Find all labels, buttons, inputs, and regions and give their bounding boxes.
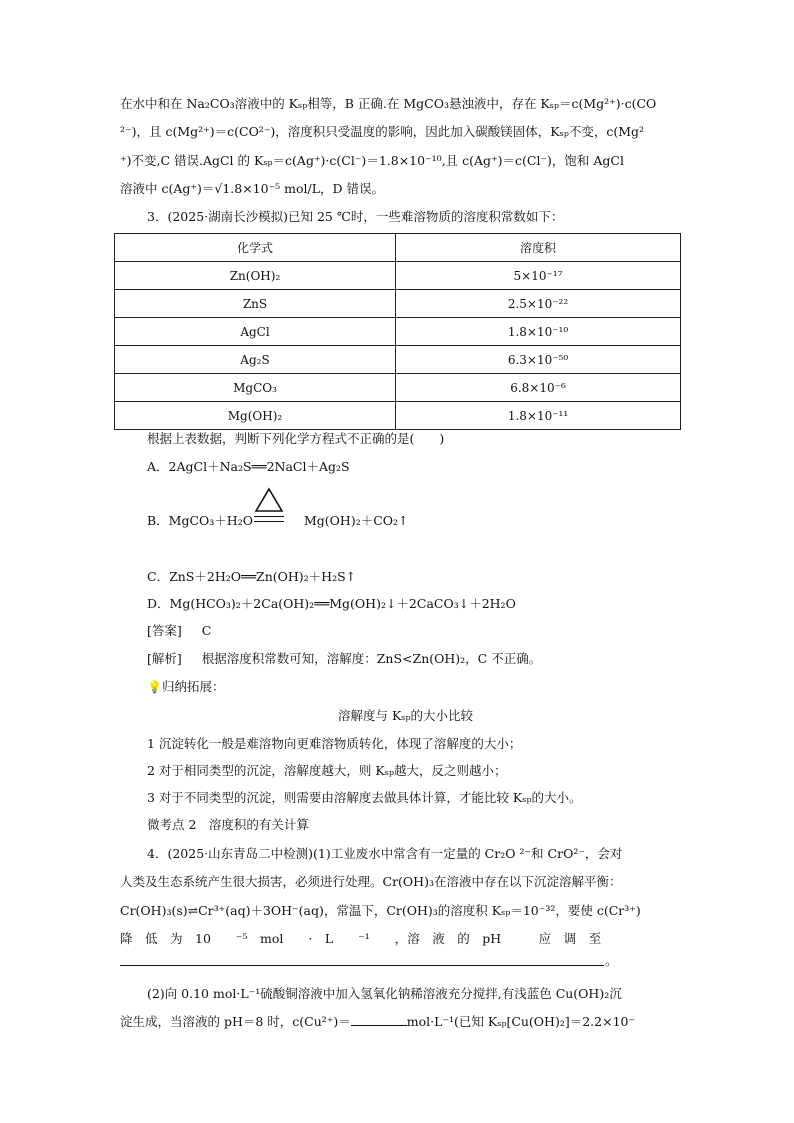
table-cell-ksp: 1.8×10⁻¹¹ (396, 402, 681, 430)
answer-row (147, 622, 211, 640)
answer-value: C (201, 623, 212, 638)
option-d: D．Mg(HCO₃)₂＋2Ca(OH)₂══Mg(OH)₂↓＋2CaCO₃↓＋2H₂O (147, 596, 516, 611)
question-3-prompt: 根据上表数据，判断下列化学方程式不正确的是( ) (147, 431, 445, 446)
table-row (115, 346, 681, 374)
table-row (115, 262, 681, 290)
table-cell-ksp: 6.8×10⁻⁶ (396, 374, 681, 402)
table-cell-formula: ZnS (115, 290, 396, 318)
explanation-line-3: ⁺)不变,C 错误.AgCl 的 Kₛₚ＝c(Ag⁺)·c(Cl⁻)＝1.8×10⁻¹⁰,且 c(Ag⁺)＝c(Cl⁻)，饱和 AgCl (120, 153, 624, 168)
explanation-line-1: 在水中和在 Na₂CO₃溶液中的 Kₛₚ相等，B 正确.在 MgCO₃悬浊液中，存在 Kₛₚ＝c(Mg²⁺)·c(CO (120, 96, 657, 111)
equal-sign-bar-top (254, 516, 284, 517)
solubility-table (114, 233, 681, 430)
table-header-formula: 化学式 (115, 234, 396, 262)
question-4-part-2-line-2 (120, 1013, 635, 1031)
summary-item-2: 2 对于相同类型的沉淀，溶解度越大，则 Kₛₚ越大，反之则越小； (147, 763, 507, 778)
question-4-part-2-line-1: (2)向 0.10 mol·L⁻¹硫酸铜溶液中加入氢氧化钠稀溶液充分搅拌,有浅蓝色 Cu(OH)₂沉 (147, 986, 622, 1001)
question-4-line-1: 4．(2025·山东青岛二中检测)(1)工业废水中常含有一定量的 Cr₂O ²⁻和 CrO²⁻，会对 (147, 846, 623, 861)
analysis-label: [解析] (147, 651, 182, 666)
table-cell-formula: AgCl (115, 318, 396, 346)
table-cell-ksp: 5×10⁻¹⁷ (396, 262, 681, 290)
question-4-line-2: 人类及生态系统产生很大损害，必须进行处理。Cr(OH)₃在溶液中存在以下沉淀溶解平衡： (120, 874, 622, 889)
table-row (115, 402, 681, 430)
table-cell-formula: Zn(OH)₂ (115, 262, 396, 290)
table-row (115, 290, 681, 318)
summary-title: 溶解度与 Kₛₚ的大小比较 (338, 708, 474, 723)
table-cell-ksp: 1.8×10⁻¹⁰ (396, 318, 681, 346)
table-row (115, 374, 681, 402)
option-c: C．ZnS＋2H₂O══Zn(OH)₂＋H₂S↑ (147, 569, 357, 584)
option-b-right: Mg(OH)₂＋CO₂↑ (304, 513, 409, 528)
table-cell-formula: Ag₂S (115, 346, 396, 374)
equal-sign-bar-bottom (254, 521, 284, 522)
option-b-left: B．MgCO₃＋H₂O (147, 513, 253, 528)
answer-blank[interactable] (351, 1013, 407, 1026)
answer-label: [答案] (147, 623, 182, 638)
table-header-ksp: 溶度积 (396, 234, 681, 262)
lightbulb-icon: 💡 (147, 680, 162, 694)
analysis-row (147, 650, 541, 668)
question-4-line-3: Cr(OH)₃(s)⇌Cr³⁺(aq)＋3OH⁻(aq)，常温下，Cr(OH)₃的溶度积 Kₛₚ＝10⁻³²，要使 c(Cr³⁺) (120, 903, 641, 918)
answer-blank-line[interactable] (120, 965, 604, 966)
table-cell-ksp: 2.5×10⁻²² (396, 290, 681, 318)
table-cell-formula: Mg(OH)₂ (115, 402, 396, 430)
summary-label: 归纳拓展： (161, 679, 225, 694)
option-a: A．2AgCl＋Na₂S══2NaCl＋Ag₂S (147, 459, 350, 474)
table-header-row (115, 234, 681, 262)
question-4-line-4-end: 。 (605, 953, 618, 968)
summary-item-3: 3 对于不同类型的沉淀，则需要由溶解度去做具体计算，才能比较 Kₛₚ的大小。 (147, 790, 582, 805)
analysis-text: 根据溶度积常数可知，溶解度：ZnS<Zn(OH)₂，C 不正确。 (201, 651, 542, 666)
question-4-line-4: 降 低 为 10 ⁻⁵ mol · L ⁻¹ ，溶 液 的 pH 应 调 至 (120, 931, 602, 946)
explanation-line-4: 溶液中 c(Ag⁺)＝√1.8×10⁻⁵ mol/L，D 错误。 (120, 181, 385, 196)
table-row (115, 318, 681, 346)
summary-label-row (147, 678, 224, 696)
micro-point-heading: 微考点 2 溶度积的有关计算 (147, 817, 309, 832)
part-2-text-left: 淀生成，当溶液的 pH＝8 时，c(Cu²⁺)＝ (120, 1014, 351, 1029)
question-3-stem: 3．(2025·湖南长沙模拟)已知 25 ℃时，一些难溶物质的溶度积常数如下： (147, 209, 564, 224)
heat-triangle-icon (254, 487, 284, 513)
table-cell-formula: MgCO₃ (115, 374, 396, 402)
explanation-line-2: ²⁻)，且 c(Mg²⁺)＝c(CO²⁻)，溶度积只受温度的影响，因此加入碳酸镁固体，Kₛₚ不变，c(Mg² (120, 124, 645, 139)
table-cell-ksp: 6.3×10⁻⁵⁰ (396, 346, 681, 374)
part-2-text-right: mol·L⁻¹(已知 Kₛₚ[Cu(OH)₂]＝2.2×10⁻ (406, 1014, 636, 1029)
summary-item-1: 1 沉淀转化一般是难溶物向更难溶物质转化，体现了溶解度的大小； (147, 736, 522, 751)
